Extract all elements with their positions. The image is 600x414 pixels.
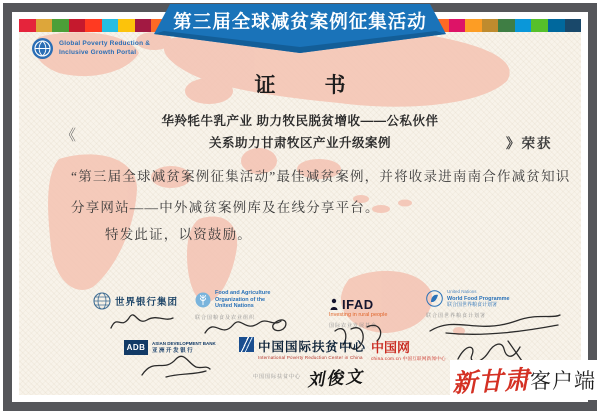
certificate-paper	[19, 19, 581, 395]
iprcc-small-cn: 中国国际扶贫中心	[253, 374, 302, 380]
iprcc-signature: 刘俊文	[306, 367, 365, 390]
world-bank-logo	[93, 292, 178, 339]
wfp-name-en: World Food Programme	[447, 295, 510, 302]
sdg-stripe-segment	[498, 19, 515, 32]
world-bank-signature	[107, 310, 177, 334]
wfp-chinese-name: 联合国世界粮食计划署	[426, 312, 487, 319]
sdg-stripe-segment	[531, 19, 548, 32]
sdg-stripe-segment	[548, 19, 565, 32]
wfp-emblem-icon	[426, 290, 443, 307]
body-text-line3: 特发此证，以资鼓励。	[105, 227, 252, 242]
ifad-chinese-name: 国际农业发展基金	[329, 323, 378, 329]
adb-signature	[136, 355, 216, 381]
certificate-title: 证 书	[254, 74, 360, 97]
fao-name-line3: United Nations	[215, 303, 254, 309]
world-bank-globe-icon	[93, 292, 111, 310]
china-net-name: 中国网	[371, 340, 411, 355]
adb-name-en: ASIAN DEVELOPMENT BANK	[152, 341, 216, 346]
sdg-stripe-segment	[565, 19, 581, 32]
ifad-icon	[329, 298, 339, 311]
globe-icon	[31, 37, 54, 60]
wfp-name-cn: 联合国世界粮食计划署	[447, 302, 498, 308]
portal-name-line1: Global Poverty Reduction &	[59, 40, 151, 47]
world-bank-label: 世界银行集团	[115, 297, 179, 308]
body-text-line1: “第三届全球减贫案例征集活动”最佳减贫案例，并将收录进南南合作减贫知识	[71, 169, 571, 184]
sdg-stripe-segment	[36, 19, 53, 32]
fao-name-line2: Organization of the	[215, 296, 266, 303]
fao-chinese-name: 联合国粮食及农业组织	[195, 314, 256, 321]
fao-signature	[201, 315, 291, 339]
iprcc-name-en: International Poverty Reduction Center in China	[258, 355, 363, 360]
ifad-tagline: Investing in rural people	[329, 312, 388, 318]
portal-name-line2: Inclusive Growth Portal	[59, 48, 137, 56]
sdg-stripe-segment	[102, 19, 119, 32]
adb-logo	[124, 340, 216, 386]
fao-logo	[195, 290, 291, 344]
ifad-abbr: IFAD	[342, 297, 374, 312]
iprcc-icon	[239, 337, 254, 352]
wfp-signature	[426, 311, 566, 337]
wfp-un-label: United Nations	[447, 289, 477, 294]
sdg-stripe-segment	[85, 19, 102, 32]
case-name-line1: 华羚牦牛乳产业 助力牧民脱贫增收——公私伙伴	[161, 114, 439, 128]
adb-box-icon: ADB	[124, 340, 148, 355]
fao-name-line1: Food and Agriculture	[215, 290, 271, 296]
gpig-portal-logo	[31, 37, 150, 60]
body-text-line2: 分享网站——中外减贫案例库及在线分享平台。	[71, 200, 380, 215]
sdg-stripe-segment	[465, 19, 482, 32]
sdg-stripe-segment	[69, 19, 86, 32]
china-net-sub: china.com.cn 中国互联网新闻中心	[371, 356, 446, 361]
adb-name-cn: 亚 洲 开 发 银 行	[152, 347, 193, 354]
xin-gansu-watermark	[450, 360, 600, 400]
sdg-stripe-segment	[515, 19, 532, 32]
case-bracket-open: 《	[61, 127, 77, 144]
case-name-line2: 关系助力甘肃牧区产业升级案例	[208, 136, 391, 150]
watermark-client-label: 客户端	[530, 370, 596, 393]
watermark-brand: 新甘肃	[451, 366, 531, 399]
sdg-stripe-segment	[118, 19, 135, 32]
iprcc-name-cn: 中国国际扶贫中心	[258, 340, 367, 354]
sdg-stripe-segment	[482, 19, 499, 32]
iprcc-logo	[239, 337, 366, 389]
fao-emblem-icon	[195, 292, 211, 308]
wfp-logo	[426, 289, 566, 342]
sdg-stripe-segment	[19, 19, 36, 32]
picture-frame	[3, 3, 597, 411]
case-awarded-label: 》荣获	[506, 136, 553, 151]
sdg-stripe-segment	[52, 19, 69, 32]
banner-title: 第三届全球减贫案例征集活动	[173, 11, 427, 32]
